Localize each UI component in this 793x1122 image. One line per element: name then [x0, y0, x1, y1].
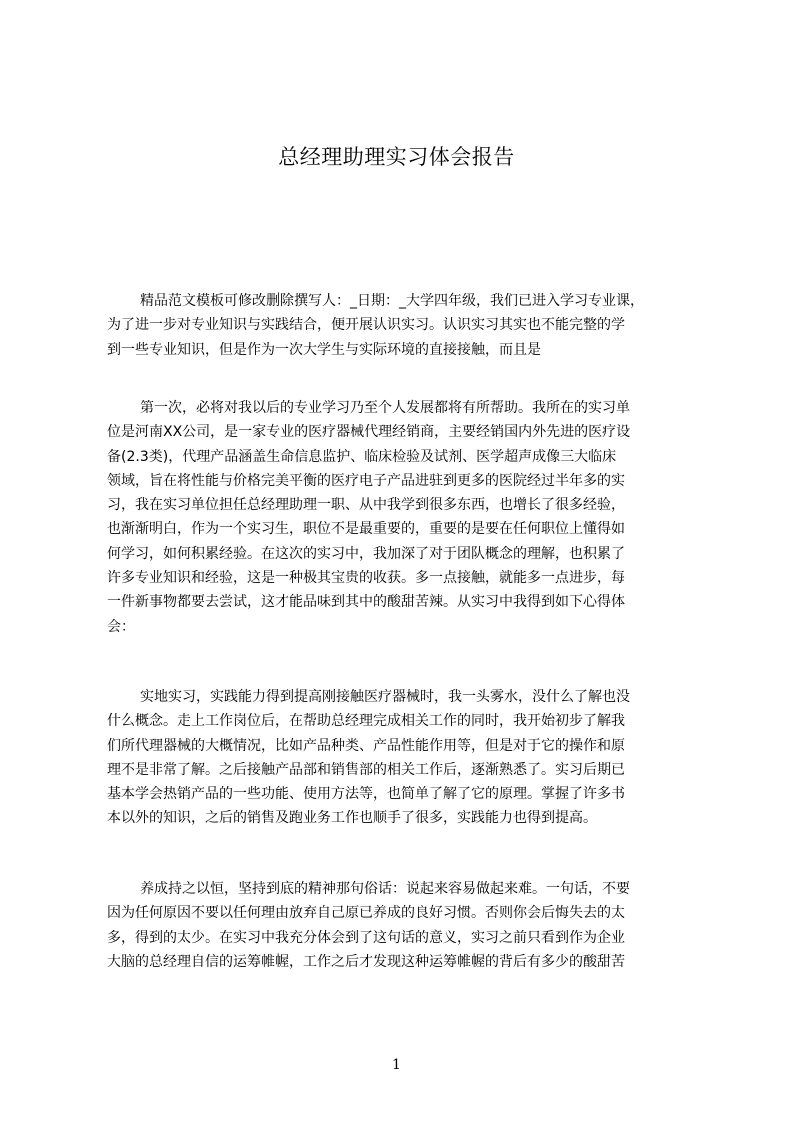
paragraph-line: 实地实习，实践能力得到提高刚接触医疗器械时，我一头雾水，没什么了解也没 — [140, 689, 630, 705]
paragraph-line: 领域，旨在将性能与价格完美平衡的医疗电子产品进驻到更多的医院经过半年多的实 — [107, 472, 625, 489]
paragraph-line: 养成持之以恒，坚持到底的精神那句俗话：说起来容易做起来难。一句话，不要 — [140, 881, 630, 897]
paragraph-line: 也渐渐明白，作为一个实习生，职位不是最重要的，重要的是要在任何职位上懂得如 — [107, 521, 625, 538]
paragraph-line: 为了进一步对专业知识与实践结合，便开展认识实习。认识实习其实也不能完整的学 — [107, 317, 625, 334]
paragraph-line: 何学习，如何积累经验。在这次的实习中，我加深了对于团队概念的理解，也积累了 — [107, 545, 625, 562]
page-number: 1 — [392, 1057, 401, 1073]
paragraph-line: 大脑的总经理自信的运筹帷幄，工作之后才发现这种运筹帷幄的背后有多少的酸甜苦 — [107, 953, 625, 970]
paragraph-line: 们所代理器械的大概情况，比如产品种类、产品性能作用等，但是对于它的操作和原 — [107, 737, 625, 754]
paragraph-line: 什么概念。走上工作岗位后，在帮助总经理完成相关工作的同时，我开始初步了解我 — [107, 713, 625, 730]
paragraph-line: 因为任何原因不要以任何理由放弃自己原已养成的良好习惯。否则你会后悔失去的太 — [107, 905, 625, 922]
paragraph-line: 会： — [107, 618, 135, 635]
paragraph-line: 第一次，必将对我以后的专业学习乃至个人发展都将有所帮助。我所在的实习单 — [140, 400, 630, 416]
paragraph-line: 位是河南XX公司，是一家专业的医疗器械代理经销商，主要经销国内外先进的医疗设 — [107, 424, 631, 441]
paragraph-1 — [107, 289, 697, 362]
paragraph-line: 多，得到的太少。在实习中我充分体会到了这句话的意义，实习之前只看到作为企业 — [107, 929, 625, 946]
paragraph-line: 备(2.3类)，代理产品涵盖生命信息监护、临床检验及试剂、医学超声成像三大临床 — [107, 448, 617, 465]
paragraph-line: 本以外的知识，之后的销售及跑业务工作也顺手了很多，实践能力也得到提高。 — [107, 810, 597, 827]
paragraph-4 — [107, 877, 697, 974]
paragraph-line: 许多专业知识和经验，这是一种极其宝贵的收获。多一点接触，就能多一点进步，每 — [107, 570, 625, 587]
paragraph-line: 基本学会热销产品的一些功能、使用方法等，也简单了解了它的原理。掌握了许多书 — [107, 786, 625, 803]
paragraph-line: 理不是非常了解。之后接触产品部和销售部的相关工作后，逐渐熟悉了。实习后期已 — [107, 761, 625, 778]
paragraph-line: 到一些专业知识，但是作为一次大学生与实际环境的直接接触，而且是 — [107, 341, 541, 358]
document-title: 总经理助理实习体会报告 — [278, 145, 515, 169]
paragraph-line: 一件新事物都要去尝试，这才能品味到其中的酸甜苦辣。从实习中我得到如下心得体 — [107, 594, 625, 611]
paragraph-3 — [107, 685, 697, 831]
paragraph-line: 习，我在实习单位担任总经理助理一职、从中我学到很多东西，也增长了很多经验， — [107, 497, 625, 514]
paragraph-2 — [107, 396, 697, 639]
paragraph-line: 精品范文模板可修改删除撰写人：_日期：_大学四年级，我们已进入学习专业课， — [140, 293, 644, 309]
